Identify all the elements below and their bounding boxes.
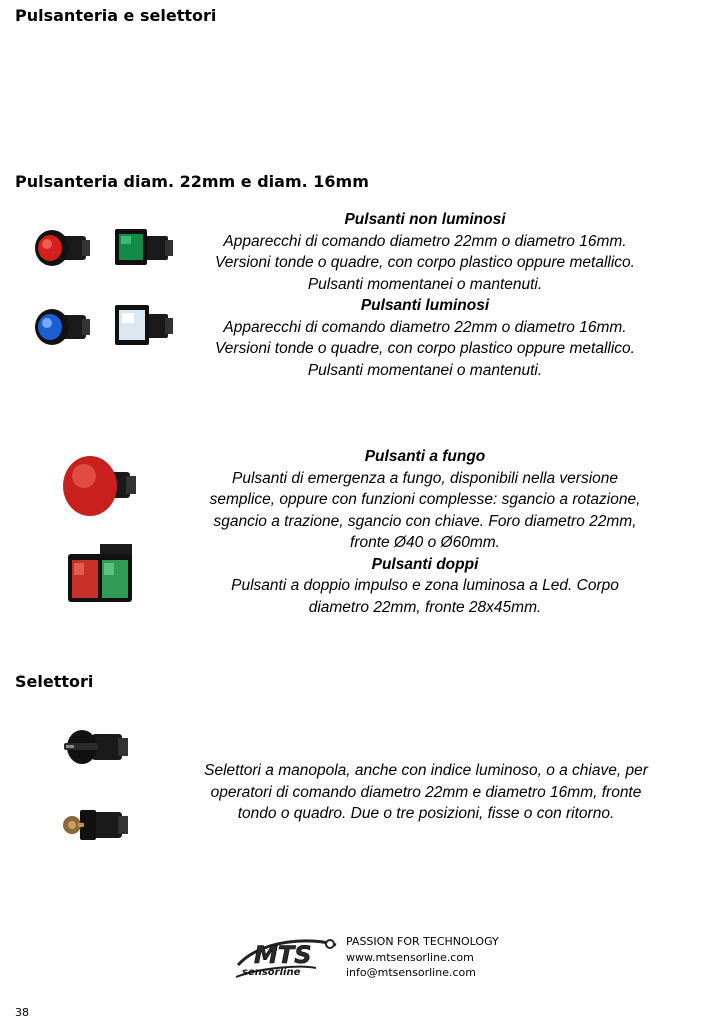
pulsanti-fungo-title: Pulsanti a fungo bbox=[364, 448, 486, 465]
double-pushbutton-image bbox=[60, 538, 140, 608]
pulsanti-doppi-line: Pulsanti a doppio impulso e zona luminosa a Led. Corpo bbox=[231, 577, 619, 594]
mts-sensorline-logo bbox=[232, 935, 342, 983]
pulsanti-non-luminosi-title: Pulsanti non luminosi bbox=[344, 211, 506, 228]
footer-contact bbox=[346, 934, 499, 981]
logo-text: MTS bbox=[254, 941, 312, 969]
page-number: 38 bbox=[15, 1006, 29, 1019]
selettori-line: Selettori a manopola, anche con indice luminoso, o a chiave, per bbox=[204, 762, 648, 779]
selettori-line: tondo o quadro. Due o tre posizioni, fisse o con ritorno. bbox=[237, 805, 615, 822]
footer-website-link[interactable]: www.mtsensorline.com bbox=[346, 950, 474, 964]
pulsanti-luminosi-line: Versioni tonde o quadre, con corpo plastico oppure metallico. bbox=[215, 340, 635, 357]
mushroom-emergency-button-image bbox=[60, 450, 145, 525]
section-heading-selettori: Selettori bbox=[15, 672, 94, 691]
pulsanti-luminosi-line: Pulsanti momentanei o mantenuti. bbox=[307, 361, 543, 379]
pulsanti-doppi-title: Pulsanti doppi bbox=[371, 555, 479, 573]
knob-selector-image bbox=[58, 718, 133, 778]
pulsanti-doppi-line: diametro 22mm, fronte 28x45mm. bbox=[308, 598, 542, 616]
page-title: Pulsanteria e selettori bbox=[15, 6, 217, 25]
pulsanti-non-luminosi-line: Apparecchi di comando diametro 22mm o diametro 16mm. bbox=[223, 232, 627, 250]
pulsanti-non-luminosi-line: Versioni tonde o quadre, con corpo plastico oppure metallico. bbox=[215, 254, 635, 271]
red-round-button-image bbox=[30, 220, 95, 275]
white-square-illuminated-button-image bbox=[110, 300, 175, 355]
pulsanti-fungo-line: fronte Ø40 o Ø60mm. bbox=[350, 534, 500, 551]
blue-illuminated-button-image bbox=[30, 300, 95, 355]
footer-email-link[interactable]: info@mtsensorline.com bbox=[346, 966, 476, 979]
selettori-block bbox=[176, 760, 676, 825]
pulsanti-luminosi-title: Pulsanti luminosi bbox=[360, 297, 490, 314]
logo-sub-text: sensorline bbox=[242, 967, 301, 978]
pulsanti-fungo-block bbox=[190, 446, 660, 618]
key-selector-image bbox=[58, 798, 133, 858]
pulsanti-fungo-line: Pulsanti di emergenza a fungo, disponibili nella versione bbox=[231, 469, 619, 487]
pulsanti-non-luminosi-block bbox=[190, 209, 660, 381]
green-square-button-image bbox=[110, 222, 175, 277]
pulsanti-fungo-line: semplice, oppure con funzioni complesse: sgancio a rotazione, bbox=[209, 491, 641, 508]
section-heading-pulsanteria: Pulsanteria diam. 22mm e diam. 16mm bbox=[15, 172, 369, 191]
pulsanti-non-luminosi-line: Pulsanti momentanei o mantenuti. bbox=[307, 275, 543, 293]
footer-tagline: PASSION FOR TECHNOLOGY bbox=[346, 935, 499, 948]
pulsanti-luminosi-line: Apparecchi di comando diametro 22mm o diametro 16mm. bbox=[223, 318, 627, 336]
selettori-line: operatori di comando diametro 22mm e diametro 16mm, fronte bbox=[210, 783, 642, 801]
pulsanti-fungo-line: sgancio a trazione, sgancio con chiave. Foro diametro 22mm, bbox=[213, 512, 637, 530]
